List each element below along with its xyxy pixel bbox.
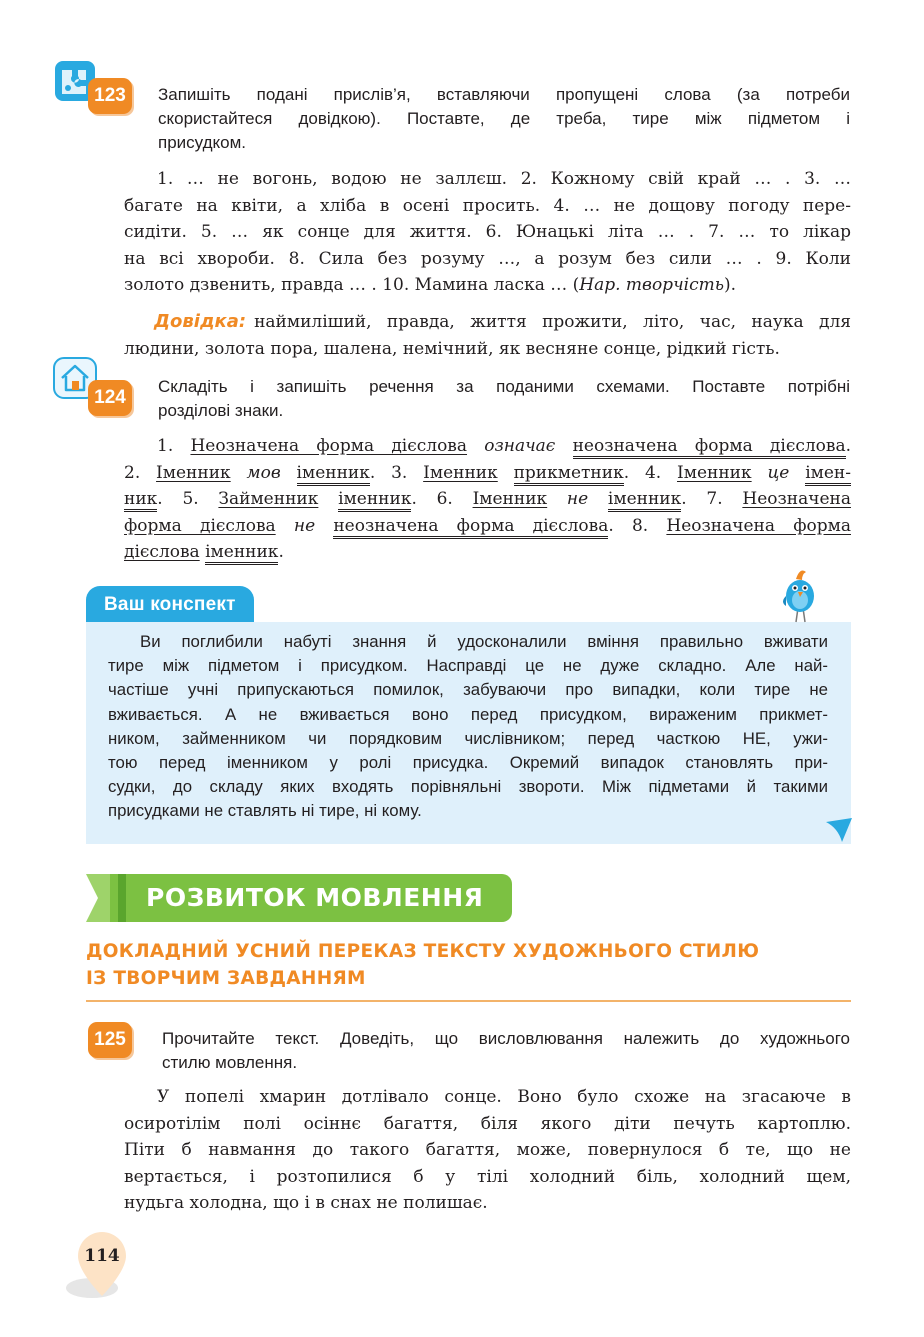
exercise-text bbox=[124, 166, 851, 299]
text-line: У попелі хмарин дотлівало сонце. Воно було схоже на згасаюче в bbox=[157, 1087, 851, 1107]
task-line: скористайтеся довідкою). Поставте, де треба, тире між підметом і bbox=[158, 109, 850, 128]
text-source: Нар. творчість bbox=[579, 275, 724, 295]
subject-scheme: форма дієслова bbox=[124, 515, 276, 536]
scheme-line: ник. 5. Займенник іменник. 6. Іменник не іменник. 7. Неозначена bbox=[124, 486, 851, 513]
exercise-number-badge: 124 bbox=[88, 380, 132, 416]
konspekt-line: судки, до складу яких входять порівняльні звороти. Між підметами й такими bbox=[108, 777, 828, 797]
scheme-word: означає bbox=[484, 436, 556, 456]
task-line: присудком. bbox=[158, 133, 247, 152]
scheme-line: дієслова іменник. bbox=[124, 539, 851, 566]
predicate-scheme: неозначена форма дієслова bbox=[573, 436, 846, 459]
text-line: 1. … не вогонь, водою не заллєш. 2. Кожному свій край … . 3. … bbox=[157, 169, 851, 189]
task-line: розділові знаки. bbox=[158, 401, 284, 420]
page-number: 114 bbox=[84, 1246, 120, 1266]
text-fragment: ). bbox=[723, 275, 737, 295]
text-line bbox=[124, 272, 851, 299]
reference-line bbox=[124, 309, 851, 336]
exercise-task bbox=[158, 83, 850, 155]
predicate-scheme: прикметник bbox=[514, 463, 624, 486]
text-line: сидіти. 5. … як сонце для життя. 6. Юнацькі літа … . 7. … то лікар bbox=[124, 222, 851, 242]
text-line: на всі хвороби. 8. Сила без розуму …, а розум без сили … . 9. Коли bbox=[124, 248, 851, 269]
scheme-number: 7. bbox=[706, 489, 723, 509]
konspekt-line: тою перед іменником у ролі присудка. Окремий випадок становлять при- bbox=[108, 753, 828, 773]
scheme-number: 3. bbox=[391, 462, 408, 483]
scheme-line: 1. Неозначена форма дієслова означає неозначена форма дієслова. bbox=[124, 433, 851, 460]
subject-scheme: Неозначена форма bbox=[666, 515, 851, 536]
subject-scheme: Неозначена форма дієслова bbox=[190, 436, 468, 456]
konspekt-line: вживається. А не вживається воно перед присудком, вираженим прикмет- bbox=[108, 704, 828, 724]
corner-fold-icon bbox=[826, 818, 852, 844]
subject-scheme: Іменник bbox=[677, 462, 752, 483]
predicate-scheme: неозначена форма дієслова bbox=[333, 516, 608, 539]
reference-label: Довідка: bbox=[154, 311, 247, 332]
predicate-scheme: імен- bbox=[805, 463, 851, 486]
scheme-line: 2. Іменник мов іменник. 3. Іменник прикметник. 4. Іменник це імен- bbox=[124, 460, 851, 487]
exercise-task bbox=[158, 375, 850, 423]
reference-text: наймиліший, правда, життя прожити, літо, час, наука для bbox=[254, 312, 851, 332]
topic-line: ДОКЛАДНИЙ УСНИЙ ПЕРЕКАЗ ТЕКСТУ ХУДОЖНЬОГО СТИЛЮ bbox=[86, 941, 760, 962]
scheme-number: 6. bbox=[436, 489, 453, 509]
topic-divider bbox=[86, 1000, 851, 1002]
scheme-number: 4. bbox=[644, 462, 662, 483]
scheme-line: форма дієслова не неозначена форма дієслова. 8. Неозначена форма bbox=[124, 513, 851, 540]
reference-block bbox=[124, 309, 851, 362]
reference-line: людини, золота пора, шалена, немічний, як весняне сонце, рідкий гість. bbox=[124, 338, 780, 359]
subject-scheme: Іменник bbox=[472, 489, 548, 509]
task-line: Складіть і запишіть речення за поданими схемами. Поставте потрібні bbox=[158, 377, 850, 396]
task-line: Запишіть подані прислів’я, вставляючи пропущені слова (за потреби bbox=[158, 85, 850, 104]
section-title: РОЗВИТОК МОВЛЕННЯ bbox=[146, 883, 484, 912]
predicate-scheme: іменник bbox=[608, 489, 681, 512]
exercise-number-badge: 125 bbox=[88, 1022, 132, 1058]
text-line: осиротілім полі осіннє багаття, біля якого діти печуть картоплю. bbox=[124, 1113, 851, 1134]
konspekt-line: присудками не ставлять ні тире, ні кому. bbox=[108, 801, 422, 821]
konspekt-line: тире між підметом і присудком. Насправді це не дуже складно. Але най- bbox=[108, 656, 828, 676]
scheme-word: не bbox=[566, 489, 589, 509]
scheme-number: 2. bbox=[124, 462, 141, 483]
scheme-word: не bbox=[293, 515, 316, 536]
scheme-number: 5. bbox=[182, 489, 199, 509]
exercise-task bbox=[162, 1027, 850, 1075]
scheme-number: 1. bbox=[157, 436, 174, 456]
text-line: вертається, і розтопилися б у тілі холодний біль, холодний щем, bbox=[124, 1166, 851, 1187]
konspekt-title: Ваш конспект bbox=[104, 594, 236, 615]
subject-scheme: дієслова bbox=[124, 542, 200, 562]
task-line: стилю мовлення. bbox=[162, 1053, 298, 1072]
predicate-scheme: іменник bbox=[205, 542, 278, 565]
task-line: Прочитайте текст. Доведіть, що висловлювання належить до художнього bbox=[162, 1029, 850, 1048]
predicate-scheme: іменник bbox=[297, 463, 370, 486]
konspekt-line: частіше учні припускаються помилок, забуваючи про випадки, коли тире не bbox=[108, 680, 828, 700]
text-line: багате на квіти, а хліба в осені просить. 4. … не дощову погоду пере- bbox=[124, 195, 851, 216]
section-bar-stripe bbox=[118, 874, 126, 922]
scheme-word: це bbox=[767, 462, 790, 483]
subject-scheme: Іменник bbox=[156, 462, 231, 483]
konspekt-line: ником, займенником чи порядковим числівником; перед часткою НЕ, ужи- bbox=[108, 728, 828, 748]
konspekt-line: Ви поглибили набуті знання й удосконалили вміння правильно вживати bbox=[140, 632, 828, 651]
predicate-scheme: ник bbox=[124, 489, 157, 512]
scheme-number: 8. bbox=[631, 515, 649, 536]
text-line: Піти б навмання до такого багаття, може, повернулося б те, що не bbox=[124, 1140, 851, 1160]
topic-line: ІЗ ТВОРЧИМ ЗАВДАННЯМ bbox=[86, 968, 366, 989]
bird-icon bbox=[778, 564, 820, 624]
predicate-scheme: іменник bbox=[338, 489, 411, 512]
subject-scheme: Займенник bbox=[218, 489, 319, 509]
exercise-text bbox=[124, 1084, 851, 1217]
exercise-number-badge: 123 bbox=[88, 78, 132, 114]
scheme-word: мов bbox=[246, 462, 281, 483]
subject-scheme: Іменник bbox=[423, 462, 498, 483]
topic-title bbox=[86, 938, 851, 992]
text-line: нудьга холодна, що і в снах не полишає. bbox=[124, 1193, 488, 1213]
subject-scheme: Неозначена bbox=[742, 489, 851, 509]
schemes-block bbox=[124, 433, 851, 566]
konspekt-text bbox=[108, 630, 828, 824]
text-fragment: золото дзвенить, правда … . 10. Мамина ласка … ( bbox=[124, 275, 580, 295]
